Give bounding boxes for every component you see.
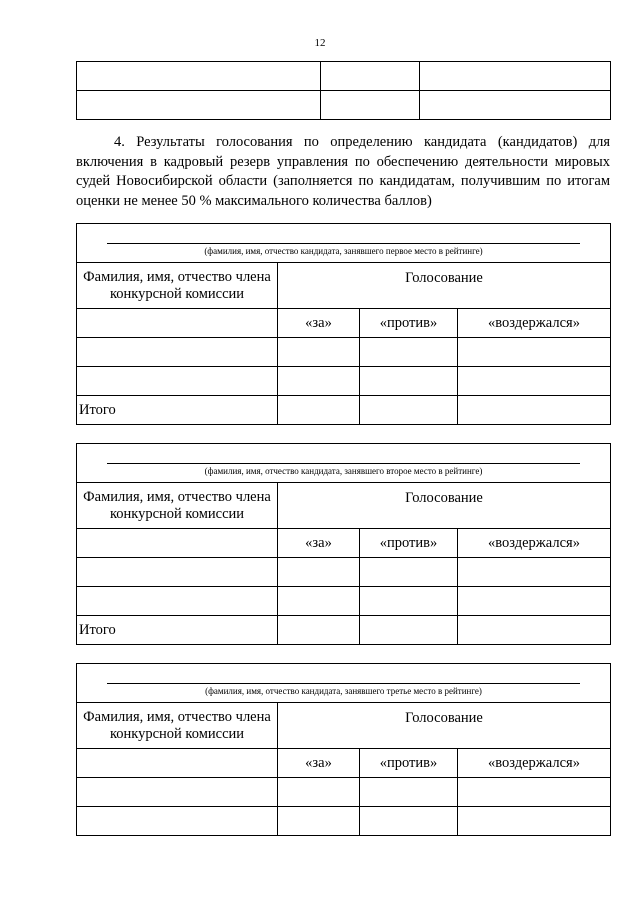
member-cell[interactable]	[77, 749, 278, 778]
candidate-name-line	[107, 683, 580, 684]
table-row	[77, 338, 611, 367]
member-column-header: Фамилия, имя, отчество члена конкурсной комиссии	[77, 703, 278, 749]
member-column-header: Фамилия, имя, отчество члена конкурсной комиссии	[77, 263, 278, 309]
table-row	[77, 778, 611, 807]
voting-table-first-place	[76, 223, 611, 425]
table-row	[77, 367, 611, 396]
table-row	[77, 587, 611, 616]
candidate-caption: (фамилия, имя, отчество кандидата, занявшего первое место в рейтинге)	[204, 246, 483, 256]
voting-header: Голосование	[278, 703, 611, 749]
total-row	[77, 396, 611, 425]
member-cell[interactable]	[77, 309, 278, 338]
table-row	[77, 62, 611, 91]
member-column-header: Фамилия, имя, отчество члена конкурсной комиссии	[77, 483, 278, 529]
candidate-name-line	[107, 463, 580, 464]
total-row	[77, 616, 611, 645]
abstained-header: «воздержался»	[458, 309, 611, 338]
continued-table	[76, 61, 611, 120]
voting-header: Голосование	[278, 263, 611, 309]
candidate-name-field[interactable]	[77, 224, 611, 263]
voting-table-third-place	[76, 663, 611, 836]
against-header: «против»	[360, 529, 458, 558]
candidate-name-line	[107, 243, 580, 244]
candidate-name-field[interactable]	[77, 664, 611, 703]
candidate-caption: (фамилия, имя, отчество кандидата, занявшего второе место в рейтинге)	[204, 466, 483, 476]
candidate-name-field[interactable]	[77, 444, 611, 483]
table-row	[77, 558, 611, 587]
table-row	[77, 807, 611, 836]
page-number: 12	[314, 37, 326, 49]
abstained-header: «воздержался»	[458, 749, 611, 778]
against-header: «против»	[360, 309, 458, 338]
voting-header: Голосование	[278, 483, 611, 529]
against-header: «против»	[360, 749, 458, 778]
for-header: «за»	[278, 309, 360, 338]
candidate-caption: (фамилия, имя, отчество кандидата, занявшего третье место в рейтинге)	[205, 686, 482, 696]
for-header: «за»	[278, 529, 360, 558]
total-label: Итого	[77, 396, 278, 425]
table-row	[77, 91, 611, 120]
voting-table-second-place	[76, 443, 611, 645]
member-cell[interactable]	[77, 529, 278, 558]
section-4-paragraph: 4. Результаты голосования по определению кандидата (кандидатов) для включения в кадровый резерв управления по обеспечению деятельности мировых судей Новосибирской области (заполняется по кандидатам, получившим по итогам оценки не менее 50 % максимального количества баллов)	[76, 134, 610, 209]
total-label: Итого	[77, 616, 278, 645]
abstained-header: «воздержался»	[458, 529, 611, 558]
for-header: «за»	[278, 749, 360, 778]
